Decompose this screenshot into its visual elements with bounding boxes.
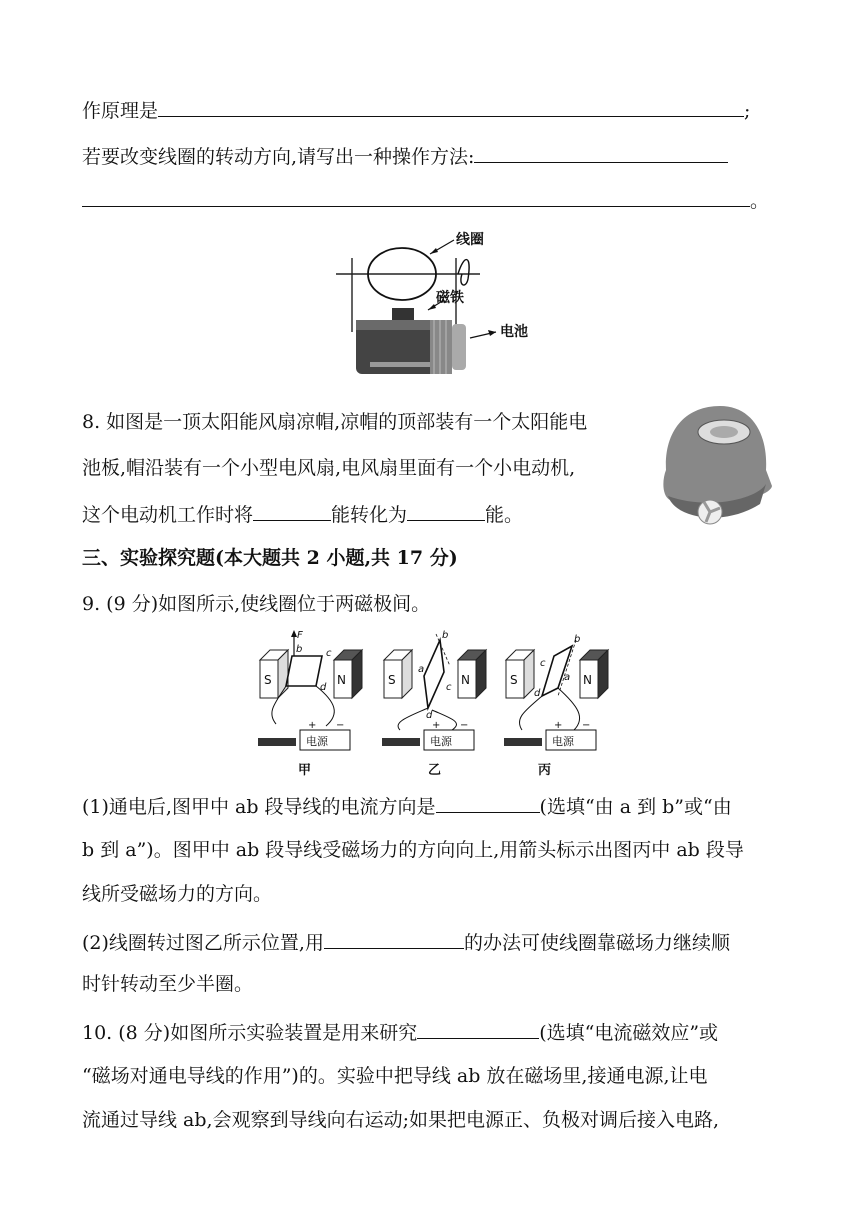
- answer-blank-research-topic[interactable]: [417, 1018, 539, 1039]
- q9-1-text-b: (选填“由 a 到 b”或“由: [539, 796, 732, 818]
- jia-letter-c: c: [326, 648, 332, 659]
- jia-plus: +: [308, 720, 317, 731]
- label-battery: 电池: [500, 324, 528, 340]
- yi-letter-d: d: [426, 710, 433, 721]
- bing-pole-s: S: [510, 673, 518, 687]
- motor-figure: [330, 224, 560, 382]
- q9-1-text-a: (1)通电后,图甲中 ab 段导线的电流方向是: [82, 796, 436, 818]
- answer-blank-current-direction[interactable]: [436, 792, 540, 813]
- q10-line-2: [82, 1064, 708, 1088]
- punct-period: 。: [750, 190, 770, 212]
- q9-2-text-c: 时针转动至少半圈。: [82, 973, 254, 995]
- jia-force-label: F: [297, 630, 303, 641]
- q9-2-line-1: [82, 928, 730, 955]
- figure-bing: [504, 634, 608, 776]
- q9-1-text-d: 线所受磁场力的方向。: [82, 883, 273, 905]
- bing-plus: +: [554, 720, 563, 731]
- q9-stem-line: [82, 592, 430, 616]
- q8-text-3c: 能。: [485, 504, 524, 526]
- answer-blank-energy-1[interactable]: [253, 500, 331, 521]
- q8-text-3a: 这个电动机工作时将: [82, 504, 254, 526]
- label-coil: 线圈: [456, 232, 484, 248]
- figure-yi: [382, 630, 486, 776]
- q8-line-2: [82, 456, 575, 480]
- q8-text-1: 8. 如图是一顶太阳能风扇凉帽,凉帽的顶部装有一个太阳能电: [82, 411, 588, 433]
- yi-plus: +: [432, 720, 441, 731]
- yi-letter-b: b: [442, 630, 449, 641]
- q8-line-3: [82, 500, 523, 527]
- bing-letter-b: b: [574, 634, 581, 645]
- jia-minus: −: [336, 720, 345, 731]
- q9-1-line-1: [82, 792, 732, 819]
- caption-bing: 丙: [538, 763, 552, 776]
- yi-letter-a: a: [418, 664, 425, 675]
- q9-1-line-2: [82, 838, 744, 862]
- yi-letter-c: c: [446, 682, 452, 693]
- line-3: [82, 186, 769, 213]
- bing-pole-n: N: [583, 673, 592, 687]
- jia-power-label: 电源: [306, 735, 328, 748]
- yi-minus: −: [460, 720, 469, 731]
- section-3-heading: [82, 546, 458, 570]
- solar-fan-hat-figure: [656, 400, 776, 530]
- yi-pole-s: S: [388, 673, 396, 687]
- bing-minus: −: [582, 720, 591, 731]
- answer-blank-energy-2[interactable]: [407, 500, 485, 521]
- bing-letter-c: c: [540, 658, 546, 669]
- punct-semicolon: ;: [744, 100, 751, 122]
- bing-letter-a: a: [564, 672, 571, 683]
- bing-letter-d: d: [534, 688, 541, 699]
- jia-letter-b: b: [296, 644, 303, 655]
- answer-blank-method-2[interactable]: [82, 186, 750, 207]
- caption-jia: 甲: [298, 763, 312, 776]
- q9-2-line-2: [82, 972, 253, 996]
- q9-2-text-a: (2)线圈转过图乙所示位置,用: [82, 932, 324, 954]
- yi-power-label: 电源: [430, 735, 452, 748]
- q8-line-1: [82, 410, 587, 434]
- q9-stem-text: 9. (9 分)如图所示,使线圈位于两磁极间。: [82, 593, 431, 615]
- bing-power-label: 电源: [552, 735, 574, 748]
- line-2: [82, 142, 728, 169]
- text-method: 若要改变线圈的转动方向,请写出一种操作方法:: [82, 146, 475, 168]
- q10-text-b: (选填“电流磁效应”或: [539, 1022, 719, 1044]
- line-1: [82, 96, 750, 123]
- q10-line-3: [82, 1108, 719, 1132]
- q9-2-text-b: 的办法可使线圈靠磁场力继续顺: [463, 932, 730, 954]
- q8-text-3b: 能转化为: [331, 504, 408, 526]
- q10-line-1: [82, 1018, 718, 1045]
- answer-blank-method-coil[interactable]: [324, 928, 464, 949]
- coil-figures: [256, 626, 616, 776]
- yi-pole-n: N: [461, 673, 470, 687]
- q10-text-c: “磁场对通电导线的作用”)的。实验中把导线 ab 放在磁场里,接通电源,让电: [82, 1065, 708, 1087]
- q8-text-2: 池板,帽沿装有一个小型电风扇,电风扇里面有一个小电动机,: [82, 457, 576, 479]
- jia-pole-s: S: [264, 673, 272, 687]
- answer-blank-method-1[interactable]: [474, 142, 728, 163]
- q10-text-a: 10. (8 分)如图所示实验装置是用来研究: [82, 1022, 418, 1044]
- q9-1-line-3: [82, 882, 272, 906]
- section-3-text: 三、实验探究题(本大题共 2 小题,共 17 分): [82, 547, 458, 569]
- q10-text-d: 流通过导线 ab,会观察到导线向右运动;如果把电源正、负极对调后接入电路,: [82, 1109, 720, 1131]
- q9-1-text-c: b 到 a”)。图甲中 ab 段导线受磁场力的方向向上,用箭头标示出图丙中 ab 段导: [82, 839, 744, 861]
- jia-pole-n: N: [337, 673, 346, 687]
- text-principle: 作原理是: [82, 100, 159, 122]
- label-magnet: 磁铁: [436, 290, 464, 306]
- answer-blank-principle[interactable]: [158, 96, 744, 117]
- caption-yi: 乙: [428, 763, 442, 776]
- figure-jia: [258, 630, 362, 776]
- jia-letter-d: d: [320, 682, 327, 693]
